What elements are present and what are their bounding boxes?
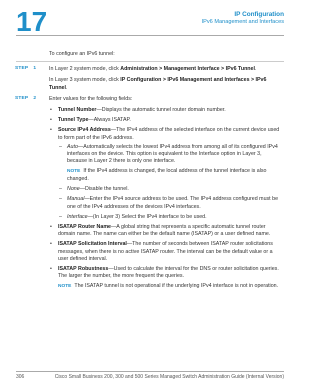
note: NOTE If the IPv4 address is changed, the local address of the tunnel interface is also changed. — [67, 168, 267, 182]
step-1-label: STEP 1 — [15, 66, 37, 72]
step-2-instruction: Enter values for the following fields: — [49, 95, 133, 102]
step-1-layer3-instruction: In Layer 3 system mode, click IP Configuration > IPv6 Management and Interfaces > IPv6 Tunnel. — [49, 77, 267, 91]
list-item: – Auto—Automatically selects the lowest IPv4 address from among all of its configured IPv4 interfaces on the device. This option is equivalent to the Interface option in Layer 3, because in Layer 2 there is only one interface. NOTE If the IPv4 address is changed, the local address of the tunnel interface is also changed. — [58, 144, 281, 183]
step-2 — [15, 95, 281, 291]
note: NOTE The ISATAP tunnel is not operational if the underlying IPv4 interface is not in operation. — [58, 283, 279, 290]
intro-text: To configure an IPv6 tunnel: — [49, 51, 115, 57]
step-1-layer2-instruction: In Layer 2 system mode, click Administration > Management Interface > IPv6 Tunnel. — [49, 66, 257, 73]
list-item: – None—Disable the tunnel. — [58, 186, 281, 193]
page-number: 306 — [16, 374, 25, 380]
guide-title: Cisco Small Business 200, 300 and 500 Series Managed Switch Administration Guide (Internal Version) — [54, 374, 284, 380]
running-header — [202, 11, 284, 26]
step-1 — [15, 66, 281, 92]
list-item: – Interface—(In Layer 3) Select the IPv4 interface to be used. — [58, 214, 281, 221]
list-item: • Source IPv4 Address—The IPv4 address of the selected interface on the current device used to form part of the IPv6 address. – Auto—Automatically selects the lowest IPv4 address from among all of its configured IPv4 interfaces on the device. This option is equivalent to the Interface option in Layer 3, because in Layer 2 there is only one interface. NOTE If the IPv4 address is changed, the local address of the tunnel interface is also changed. – None—Disable the tunnel. – Manual—Enter the IPv4 source address to be used. The IPv4 address configured must be one of the IPv4 addresses of the devices IPv4 interfaces. – Interface—(In Layer 3) Select the IPv4 interface to be used. — [49, 127, 281, 221]
footer-divider — [16, 371, 284, 372]
header-subtitle: IPv6 Management and Interfaces — [201, 19, 284, 25]
header-divider — [16, 35, 284, 36]
step-2-label: STEP 2 — [15, 95, 37, 101]
header-title: IP Configuration — [234, 11, 284, 18]
list-item: • ISATAP Robustness—Used to calculate the interval for the DNS or router solicitation queries. The larger the number, the more frequent the queries. NOTE The ISATAP tunnel is not operational if the underlying IPv4 interface is not in operation. — [49, 266, 281, 291]
page-body — [15, 51, 281, 295]
layer3-menu-path: IP Configuration > IPv6 Management and Interfaces > IPv6 Tunnel — [49, 77, 267, 91]
list-item: – Manual—Enter the IPv4 source address to be used. The IPv4 address configured must be one of the IPv4 addresses of the devices IPv4 interfaces. — [58, 196, 281, 210]
list-item: • Tunnel Number—Displays the automatic tunnel router domain number. — [49, 107, 281, 114]
field-list — [49, 107, 281, 291]
list-item: • ISATAP Router Name—A global string that represents a specific automatic tunnel router domain name. The name can either be the default name (ISATAP) or a user defined name. — [49, 224, 281, 238]
list-item: • Tunnel Type—Always ISATAP. — [49, 117, 281, 124]
layer2-menu-path: Administration > Management Interface > IPv6 Tunnel — [120, 66, 255, 73]
source-options-list — [58, 144, 281, 221]
chapter-number: 17 — [16, 6, 48, 37]
list-item: • ISATAP Solicitation Interval—The number of seconds between ISATAP router solicitations messages, when there is no active ISATAP router. The interval can be the default value or a user defined interval. — [49, 241, 281, 263]
